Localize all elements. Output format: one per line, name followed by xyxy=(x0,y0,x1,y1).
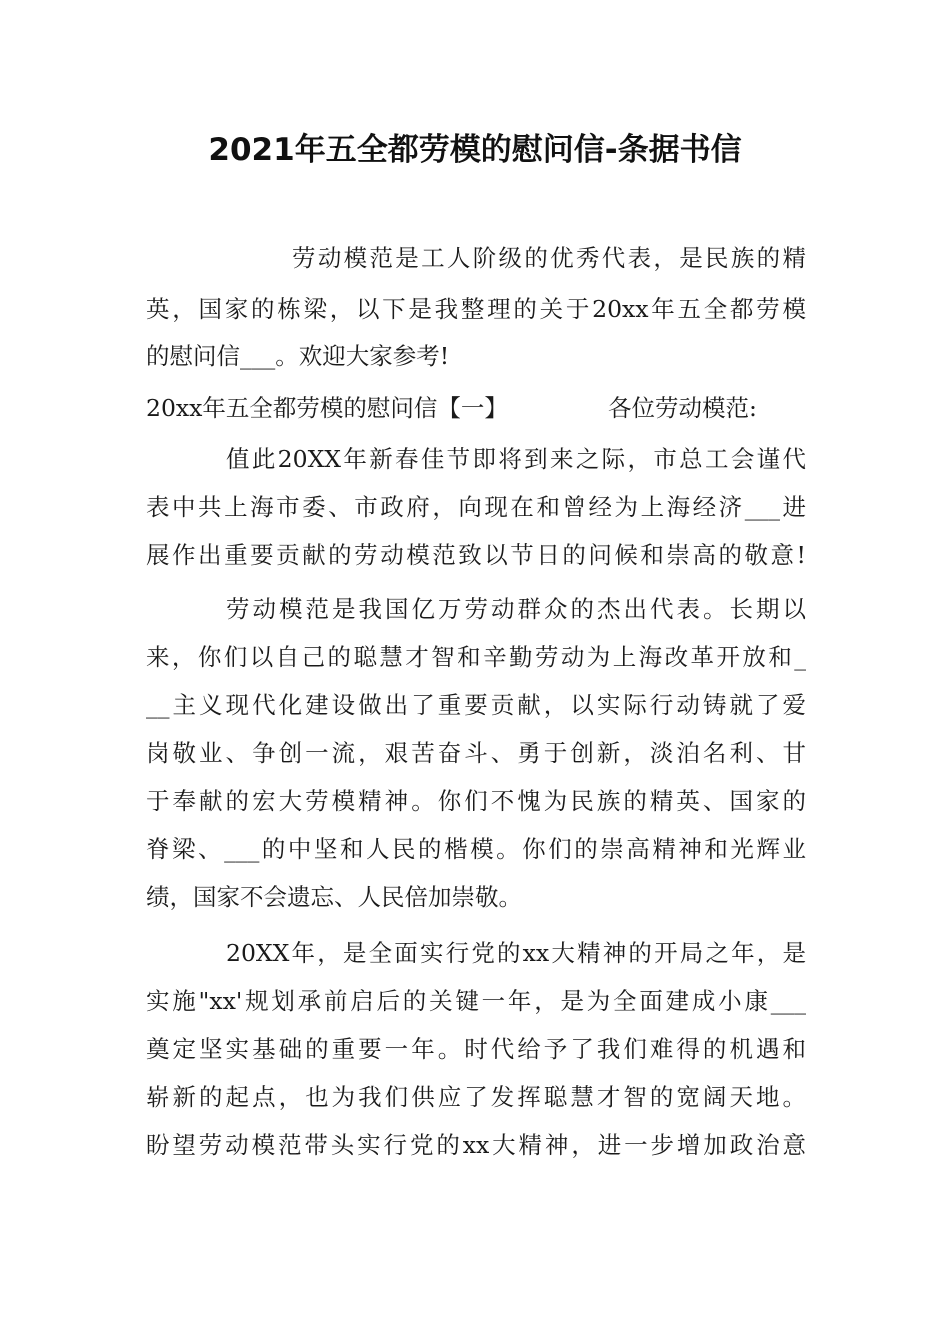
paragraph-line: 展作出重要贡献的劳动模范致以节日的问候和崇高的敬意! xyxy=(146,541,806,569)
paragraph-line: 岗敬业、争创一流，艰苦奋斗、勇于创新，淡泊名利、甘 xyxy=(146,739,806,767)
paragraph-line: 盼望劳动模范带头实行党的xx大精神，进一步增加政治意 xyxy=(146,1131,806,1159)
intro-line: 英，国家的栋梁，以下是我整理的关于20xx年五全都劳模 xyxy=(146,295,806,323)
paragraph-line: 脊梁、___的中坚和人民的楷模。你们的崇高精神和光辉业 xyxy=(146,835,806,863)
paragraph-line: 来，你们以自己的聪慧才智和辛勤劳动为上海改革开放和_ xyxy=(146,643,806,671)
salutation: 各位劳动模范: xyxy=(608,394,757,422)
paragraph-line: 于奉献的宏大劳模精神。你们不愧为民族的精英、国家的 xyxy=(146,787,806,815)
paragraph-line: 20XX年，是全面实行党的xx大精神的开局之年，是 xyxy=(226,939,806,967)
paragraph-line: 值此20XX年新春佳节即将到来之际，市总工会谨代 xyxy=(226,445,806,473)
paragraph-line: 实施"xx'规划承前启后的关键一年，是为全面建成小康___ xyxy=(146,987,806,1015)
paragraph-line: __主义现代化建设做出了重要贡献，以实际行动铸就了爱 xyxy=(146,691,806,719)
section-heading: 20xx年五全都劳模的慰问信【一】 xyxy=(146,394,508,422)
paragraph-line: 劳动模范是我国亿万劳动群众的杰出代表。长期以 xyxy=(226,595,806,623)
document-title: 2021年五全都劳模的慰问信-条据书信 xyxy=(208,132,742,168)
paragraph-line: 绩，国家不会遗忘、人民倍加崇敬。 xyxy=(146,883,522,911)
intro-line: 劳动模范是工人阶级的优秀代表，是民族的精 xyxy=(292,244,806,272)
paragraph-line: 奠定坚实基础的重要一年。时代给予了我们难得的机遇和 xyxy=(146,1035,806,1063)
paragraph-line: 崭新的起点，也为我们供应了发挥聪慧才智的宽阔天地。 xyxy=(146,1083,806,1111)
section-heading-row xyxy=(146,392,806,424)
intro-line: 的慰问信___。欢迎大家参考! xyxy=(146,342,450,370)
paragraph-line: 表中共上海市委、市政府，向现在和曾经为上海经济___进 xyxy=(146,493,806,521)
